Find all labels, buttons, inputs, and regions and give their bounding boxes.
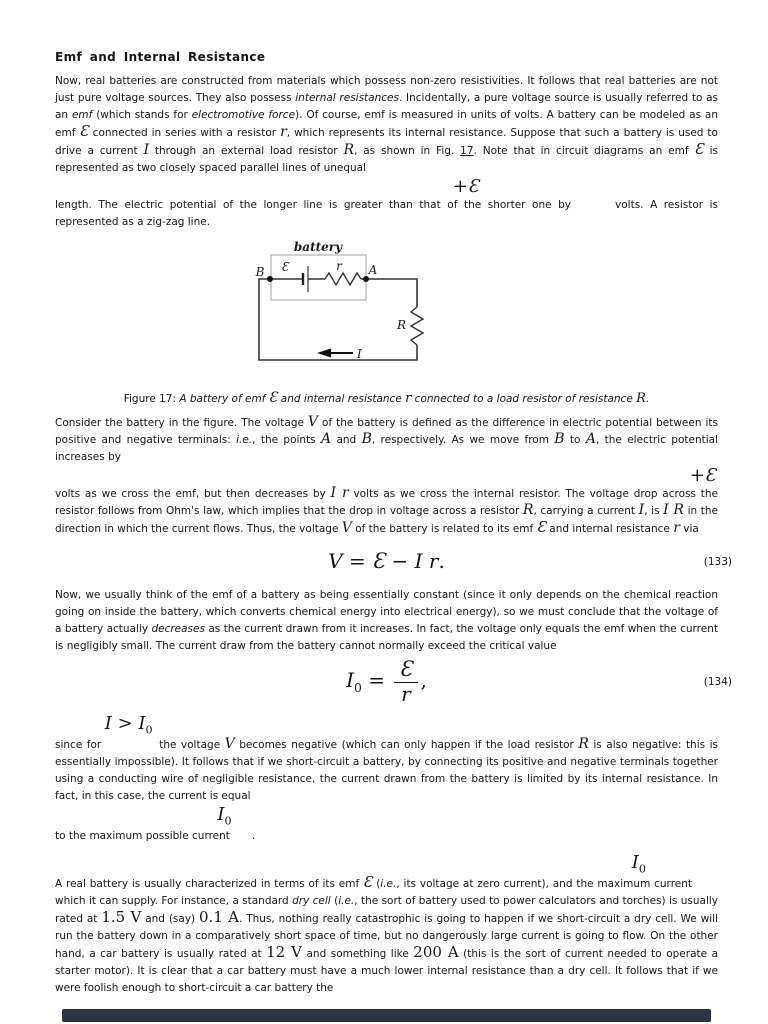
- text-run: volts. A resistor is represented as a zig-zag line.: [55, 199, 719, 228]
- math-var: r: [673, 520, 680, 536]
- math-operator: .: [438, 549, 445, 573]
- node-b-dot: [267, 276, 273, 282]
- equation-number: (134): [703, 676, 732, 688]
- text-run: i.e.: [236, 434, 253, 446]
- text-run: connected to a load resistor of resistance: [411, 393, 637, 405]
- text-run: i.e.: [338, 895, 355, 908]
- math-var: V: [328, 549, 343, 573]
- math-var: I: [143, 142, 150, 158]
- text-run: emf: [71, 109, 93, 121]
- equation-133: [55, 549, 732, 573]
- text-run: Figure 17:: [123, 393, 180, 405]
- paragraph-intro-a: [55, 73, 718, 177]
- math-var: R: [522, 502, 534, 518]
- math-var: B: [361, 431, 372, 447]
- circuit-wire: [259, 279, 417, 360]
- text-run: , which represents its internal resistance. Suppose that such a battery is used to drive a current: [55, 127, 718, 157]
- math-var: r: [405, 391, 412, 406]
- equation-134: [55, 657, 732, 706]
- math-var: I: [104, 713, 112, 734]
- math-var: R: [578, 735, 589, 752]
- text-run: (: [330, 895, 339, 908]
- math-var: I R: [663, 502, 684, 518]
- figure-link[interactable]: 17: [460, 145, 474, 157]
- inline-equation-current-limit: [105, 715, 718, 736]
- text-run: in the direction in which the current flows. Thus, the voltage: [55, 505, 719, 535]
- text-run: .: [645, 393, 650, 405]
- math-value: 200 A: [413, 943, 459, 962]
- text-run: i.e.: [380, 878, 397, 891]
- text-run: and something like: [301, 948, 414, 961]
- text-run: as the current drawn from it increases. In fact, the voltage only equals the emf when the current is negligibly small. The current draw from the battery cannot normally exceed the critical value: [55, 623, 718, 652]
- equation-body: [346, 657, 427, 706]
- math-var: I r: [330, 485, 349, 501]
- text-run: decreases: [151, 623, 205, 635]
- text-run: , respectively. As we move from: [371, 434, 555, 446]
- text-run: (which stands for: [92, 109, 192, 121]
- math-operator: >: [111, 713, 139, 734]
- text-run: and internal resistance: [277, 393, 406, 405]
- spacer: [692, 886, 718, 887]
- text-run: becomes negative (which can only happen if the load resistor: [234, 738, 579, 751]
- text-run: , carrying a current: [533, 505, 639, 517]
- inline-equation-i0-1: [217, 803, 718, 828]
- text-run: , its voltage at zero current), and the maximum current: [396, 878, 693, 891]
- text-run: which it can supply. For instance, a standard: [55, 895, 293, 908]
- emf-symbol: Ɛ: [536, 518, 546, 536]
- text-run: , the points: [252, 434, 321, 446]
- text-run: is represented as two closely spaced parallel lines of unequal: [55, 145, 719, 174]
- text-run: , as shown in Fig.: [354, 145, 461, 157]
- spacer: [230, 838, 252, 839]
- text-run: of the battery is defined as the difference in electric potential between its positive and negative terminals:: [55, 417, 718, 446]
- node-a-label: A: [368, 263, 378, 277]
- figure-caption: [55, 391, 718, 405]
- text-run: A real battery is usually characterized in terms of its emf: [55, 878, 363, 891]
- emf-symbol: Ɛ: [268, 390, 278, 406]
- math-var: $I_0$: [631, 851, 647, 876]
- math-value: 0.1 A: [199, 908, 240, 927]
- text-run: Now, real batteries are constructed from materials which possess non-zero resistivities. It follows that real batteries are not just pure voltage sources. They also possess: [55, 75, 718, 104]
- emf-symbol: Ɛ: [467, 176, 480, 197]
- math-operator: +: [689, 465, 705, 486]
- text-run: , is: [644, 505, 664, 517]
- math-var: V: [224, 735, 235, 752]
- subscript: 0: [145, 723, 153, 737]
- paragraph-real-battery: [55, 875, 718, 997]
- math-operator: =: [342, 549, 373, 573]
- load-resistance-label: R: [396, 318, 406, 332]
- resistor-r-icon: [325, 273, 361, 285]
- text-run: is also negative: this is essentially impossible). It follows that if we short-circuit a battery, by connecting its positive and negative terminals together using a conducting wire of negligible resistance, the current drawn from the battery is limited by its internal resistance. In fact, in this case, the current is equal: [55, 738, 718, 802]
- emf-symbol: Ɛ: [399, 657, 413, 681]
- text-run: connected in series with a resistor: [88, 127, 281, 139]
- text-run: of the battery is related to its emf: [351, 523, 537, 535]
- math-operator: =: [361, 667, 392, 692]
- paragraph-emf-constant: [55, 587, 718, 655]
- internal-resistance-label: r: [336, 259, 342, 273]
- text-run: Consider the battery in the figure. The voltage: [55, 417, 308, 429]
- text-run: volts as we cross the internal resistor. The voltage drop across the resistor follows from Ohm's law, which implies that the drop in voltage across a resistor: [55, 488, 718, 517]
- math-operator: +: [452, 176, 468, 197]
- math-var: $I_0$: [138, 713, 153, 737]
- math-var: V: [307, 414, 319, 430]
- math-var: r: [401, 682, 411, 706]
- text-run: ). Of course, emf is measured in units of volts. A battery can be modeled as an emf: [55, 109, 719, 139]
- text-run: (this is the sort of current needed to operate a starter motor). It is clear that a car battery must have a much lower internal resistance than a dry cell. It follows that if we were foolish enough to short-circuit a car battery the: [55, 948, 719, 995]
- inline-equation-plus-emf-1: [453, 178, 718, 196]
- resistor-R-icon: [411, 307, 423, 345]
- text-run: since for: [55, 738, 102, 751]
- text-run: , the sort of battery used to power calculators and torches) is usually rated at: [55, 895, 718, 926]
- emf-symbol: Ɛ: [694, 140, 704, 158]
- subscript: 0: [224, 814, 232, 828]
- math-var: $I_0$: [346, 667, 362, 695]
- inline-equation-plus-emf-2: [55, 467, 716, 485]
- text-run: . Note that in circuit diagrams an emf: [473, 145, 695, 157]
- spacer: [101, 747, 159, 748]
- math-operator: −: [385, 549, 415, 573]
- text-run: A battery of emf: [179, 393, 269, 405]
- document-bottom-flow: [55, 390, 732, 997]
- paragraph-voltage-a: [55, 415, 718, 466]
- emf-symbol: Ɛ: [372, 549, 386, 573]
- node-b-label: B: [255, 265, 265, 279]
- math-var: R: [343, 142, 355, 158]
- current-arrow-icon: [317, 349, 331, 358]
- equation-body: [328, 549, 445, 573]
- current-label: I: [357, 347, 362, 361]
- math-var: $I_0$: [217, 803, 232, 828]
- text-run: to the maximum possible current: [55, 829, 230, 842]
- math-operator: ,: [420, 667, 427, 692]
- text-run: to: [564, 434, 586, 446]
- text-run: via: [679, 523, 699, 535]
- math-value: 12 V: [266, 943, 302, 962]
- math-var: I: [638, 502, 645, 518]
- text-run: (: [372, 878, 381, 891]
- math-var: R: [636, 391, 646, 406]
- subscript: 0: [638, 862, 647, 876]
- math-var: r: [280, 124, 287, 140]
- math-var: B: [554, 431, 565, 447]
- paragraph-short-circuit-a: [55, 737, 718, 805]
- text-run: and (say): [141, 913, 200, 926]
- math-value: 1.5 V: [101, 908, 142, 927]
- emf-label: Ɛ: [281, 260, 289, 274]
- emf-symbol: Ɛ: [704, 465, 716, 486]
- paragraph-voltage-b: [55, 486, 718, 538]
- circuit-diagram: [250, 237, 440, 371]
- text-run: through an external load resistor: [149, 145, 344, 157]
- paragraph-short-circuit-b: [55, 828, 718, 845]
- text-run: volts as we cross the emf, but then decreases by: [55, 488, 331, 500]
- text-run: length. The electric potential of the longer line is greater than that of the shorter one by: [55, 199, 572, 211]
- text-run: , the electric potential increases by: [55, 434, 718, 463]
- figure-circuit: [250, 237, 440, 375]
- math-var: A: [585, 431, 596, 447]
- text-run: internal resistances: [295, 92, 399, 104]
- emf-symbol: Ɛ: [363, 873, 373, 892]
- emf-symbol: Ɛ: [79, 122, 89, 140]
- inline-equation-i0-2: [631, 851, 718, 876]
- equation-number: (133): [703, 555, 732, 568]
- math-var: A: [321, 431, 332, 447]
- text-run: electromotive force: [191, 109, 296, 121]
- text-run: dry cell: [292, 895, 331, 908]
- text-run: .: [251, 829, 256, 842]
- bottom-toolbar[interactable]: [62, 1009, 711, 1022]
- text-run: and internal resistance: [545, 523, 674, 535]
- text-run: . Thus, nothing really catastrophic is going to happen if we short-circuit a dry cell. We will run the battery down in a comparatively short space of time, but no dangerously large current is going to flow. On the other hand, a car battery is usually rated at: [55, 913, 718, 961]
- battery-label: battery: [293, 240, 343, 254]
- spacer: [571, 207, 615, 208]
- document-heading: Emf and Internal Resistance: [55, 50, 266, 64]
- text-run: . Incidentally, a pure voltage source is usually referred to as an: [55, 92, 718, 121]
- text-run: the voltage: [159, 738, 225, 751]
- math-var: V: [341, 520, 352, 536]
- text-run: and: [331, 434, 362, 446]
- math-var: I r: [414, 549, 439, 573]
- document-top-flow: [55, 50, 718, 231]
- fraction: [394, 659, 417, 705]
- subscript: 0: [354, 679, 362, 695]
- paragraph-intro-b: [55, 197, 718, 231]
- text-run: Now, we usually think of the emf of a battery as being essentially constant (since it only depends on the chemical reaction going on inside the battery, which converts chemical energy into electrical energy), so we must conclude that the voltage of a battery actually: [55, 589, 718, 635]
